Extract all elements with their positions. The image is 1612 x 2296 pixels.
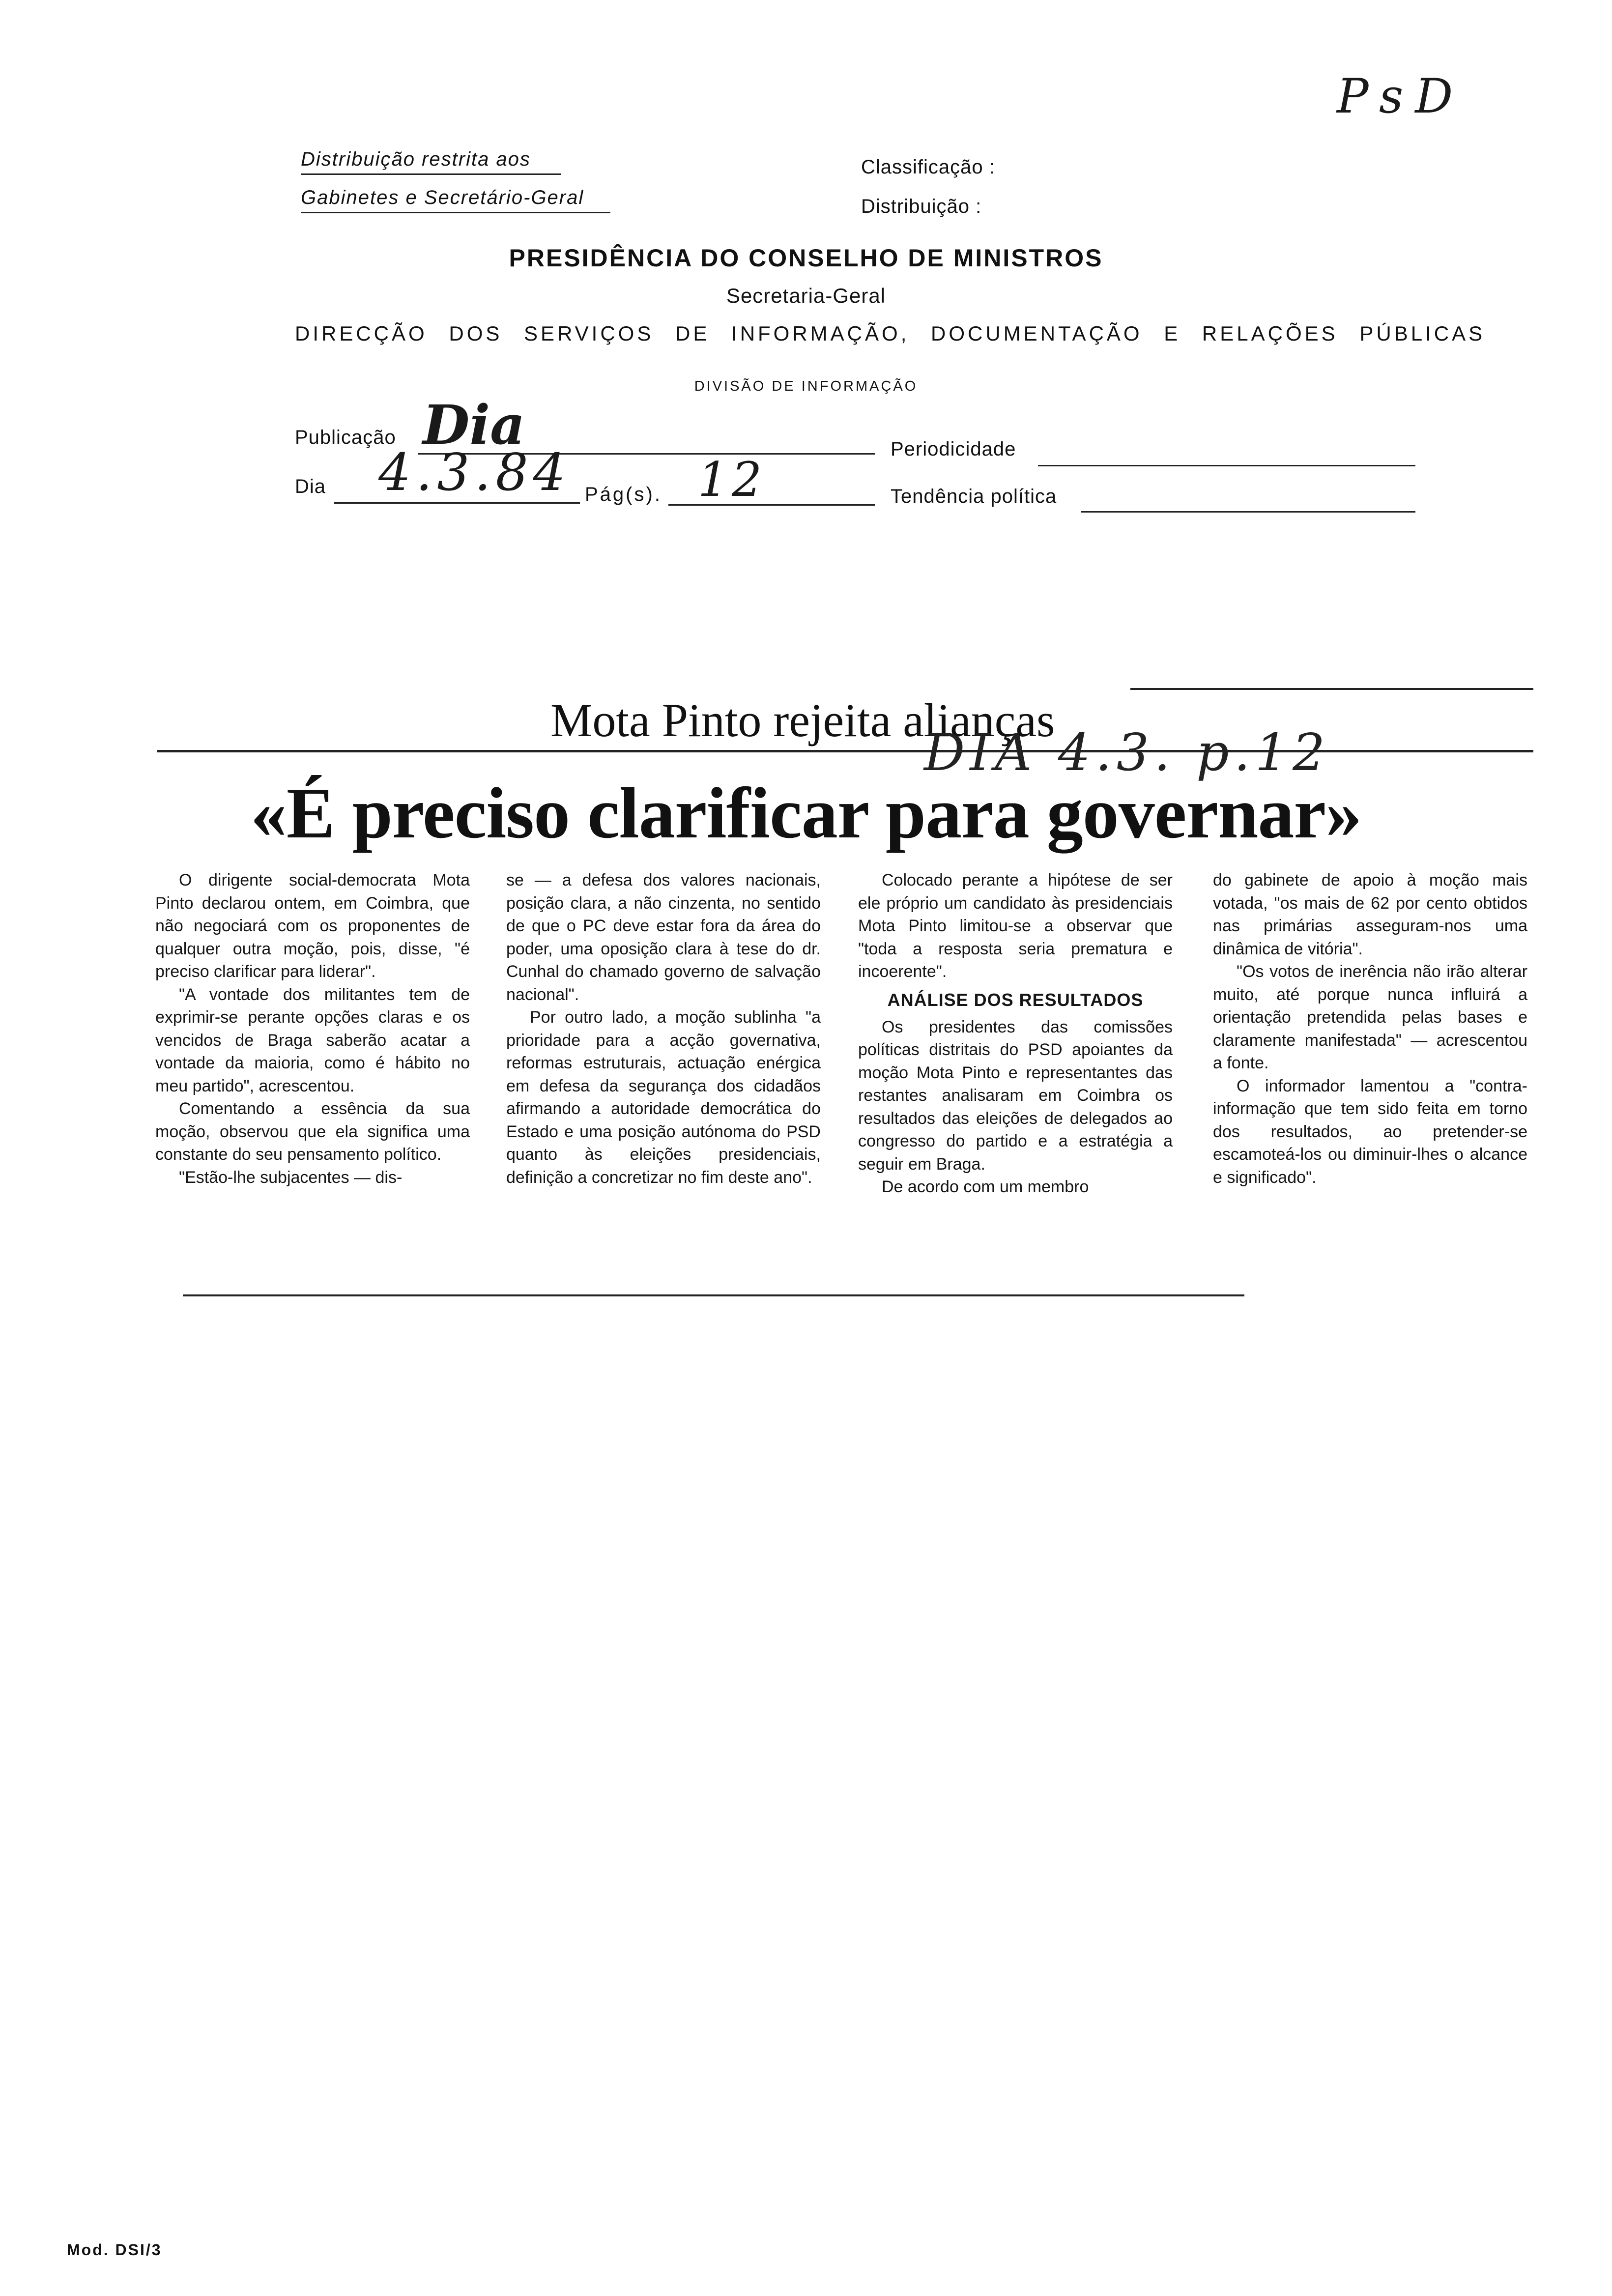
article-column-1 <box>155 869 470 1189</box>
day-label: Dia <box>295 476 326 497</box>
pages-label: Pág(s). <box>585 484 662 505</box>
organization-title: PRESIDÊNCIA DO CONSELHO DE MINISTROS <box>509 244 1103 272</box>
article-bottom-rule <box>183 1294 1244 1296</box>
article-column-2 <box>506 869 821 1189</box>
distribution-restriction-line1: Distribuição restrita aos <box>301 148 561 175</box>
column-4-paragraph: O informador lamentou a "contra-informação que tem sido feita em torno dos resultados, ao pretender-se escamoteá-los ou diminuir-lhes o alcance e significado". <box>1213 1076 1527 1187</box>
classification-label: Classificação : <box>861 156 995 178</box>
column-4-paragraph: "Os votos de inerência não irão alterar muito, até porque nunca influirá a orientação pretendida pelas bases e claramente manifestada" — acrescentou a fonte. <box>1213 962 1527 1072</box>
column-2-paragraph: Por outro lado, a moção sublinha "a prioridade para a acção governativa, reformas estruturais, actuação enérgica em defesa da segurança dos cidadãos afirmando a autoridade democrática do Estado e uma posição autónoma do PSD quanto às eleições presidenciais, definição a concretizar no fim deste ano". <box>506 1008 821 1187</box>
directorate-title: DIRECÇÃO DOS SERVIÇOS DE INFORMAÇÃO, DOCUMENTAÇÃO E RELAÇÕES PÚBLICAS <box>295 322 1486 345</box>
column-1-paragraph: "A vontade dos militantes tem de exprimir-se perante opções claras e os vencidos de Braga saberão acatar a vontade da maioria, como é hábito no meu partido", acrescentou. <box>155 985 470 1095</box>
publication-label: Publicação <box>295 427 396 448</box>
distribution-restriction-line2: Gabinetes e Secretário-Geral <box>301 187 610 213</box>
article-headline: «É preciso clarificar para governar» <box>250 773 1362 854</box>
secretariat-title: Secretaria-Geral <box>726 284 886 307</box>
day-fill-line <box>334 502 580 504</box>
article-kicker: Mota Pinto rejeita alianças <box>550 694 1055 746</box>
article-column-3 <box>858 869 1173 1199</box>
division-title: DIVISÃO DE INFORMAÇÃO <box>694 378 918 394</box>
column-1-paragraph: "Estão-lhe subjacentes — dis- <box>179 1168 403 1187</box>
tendency-fill-line <box>1081 511 1415 513</box>
periodicity-label: Periodicidade <box>891 438 1016 460</box>
article-top-rule <box>1130 688 1533 690</box>
day-handwritten-value: 4.3.84 <box>378 442 571 502</box>
publication-handwritten-value: Dia <box>423 393 525 457</box>
article-column-4 <box>1213 869 1527 1189</box>
distribution-label: Distribuição : <box>861 196 982 217</box>
column-4-paragraph: do gabinete de apoio à moção mais votada, "os mais de 62 por cento obtidos nas primárias asseguram-nos uma dinâmica de vitória". <box>1213 871 1527 958</box>
column-1-paragraph: Comentando a essência da sua moção, observou que ela significa uma constante do seu pensamento político. <box>155 1099 470 1164</box>
article-handwritten-note: DIA 4.3. p.12 <box>924 722 1330 782</box>
periodicity-fill-line <box>1038 465 1415 466</box>
pages-handwritten-value: 12 <box>698 452 766 507</box>
column-3-paragraph: De acordo com um membro <box>882 1177 1089 1196</box>
column-3-paragraph: Os presidentes das comissões políticas distritais do PSD apoiantes da moção Mota Pinto e representantes das restantes analisaram em Coimbra os resultados das eleições de delegados ao congresso do partido e a estratégia a seguir em Braga. <box>858 1017 1173 1174</box>
column-3-subhead: ANÁLISE DOS RESULTADOS <box>887 989 1144 1010</box>
form-code: Mod. DSI/3 <box>67 2241 162 2259</box>
column-1-paragraph: O dirigente social-democrata Mota Pinto declarou ontem, em Coimbra, que não negociará com os proponentes de qualquer outra moção, pois, disse, "é preciso clarificar para liderar". <box>155 871 470 981</box>
column-3-paragraph: Colocado perante a hipótese de ser ele próprio um candidato às presidenciais Mota Pinto limitou-se a observar que "toda a resposta seria prematura e incoerente". <box>858 871 1173 981</box>
column-2-paragraph: se — a defesa dos valores nacionais, posição clara, a não cinzenta, no sentido de que o PC deve estar fora da área do poder, uma oposição clara à tese do dr. Cunhal do chamado governo de salvação nacional". <box>506 871 821 1004</box>
tendency-label: Tendência política <box>891 486 1057 507</box>
handwritten-party-annotation: PsD <box>1337 69 1465 124</box>
